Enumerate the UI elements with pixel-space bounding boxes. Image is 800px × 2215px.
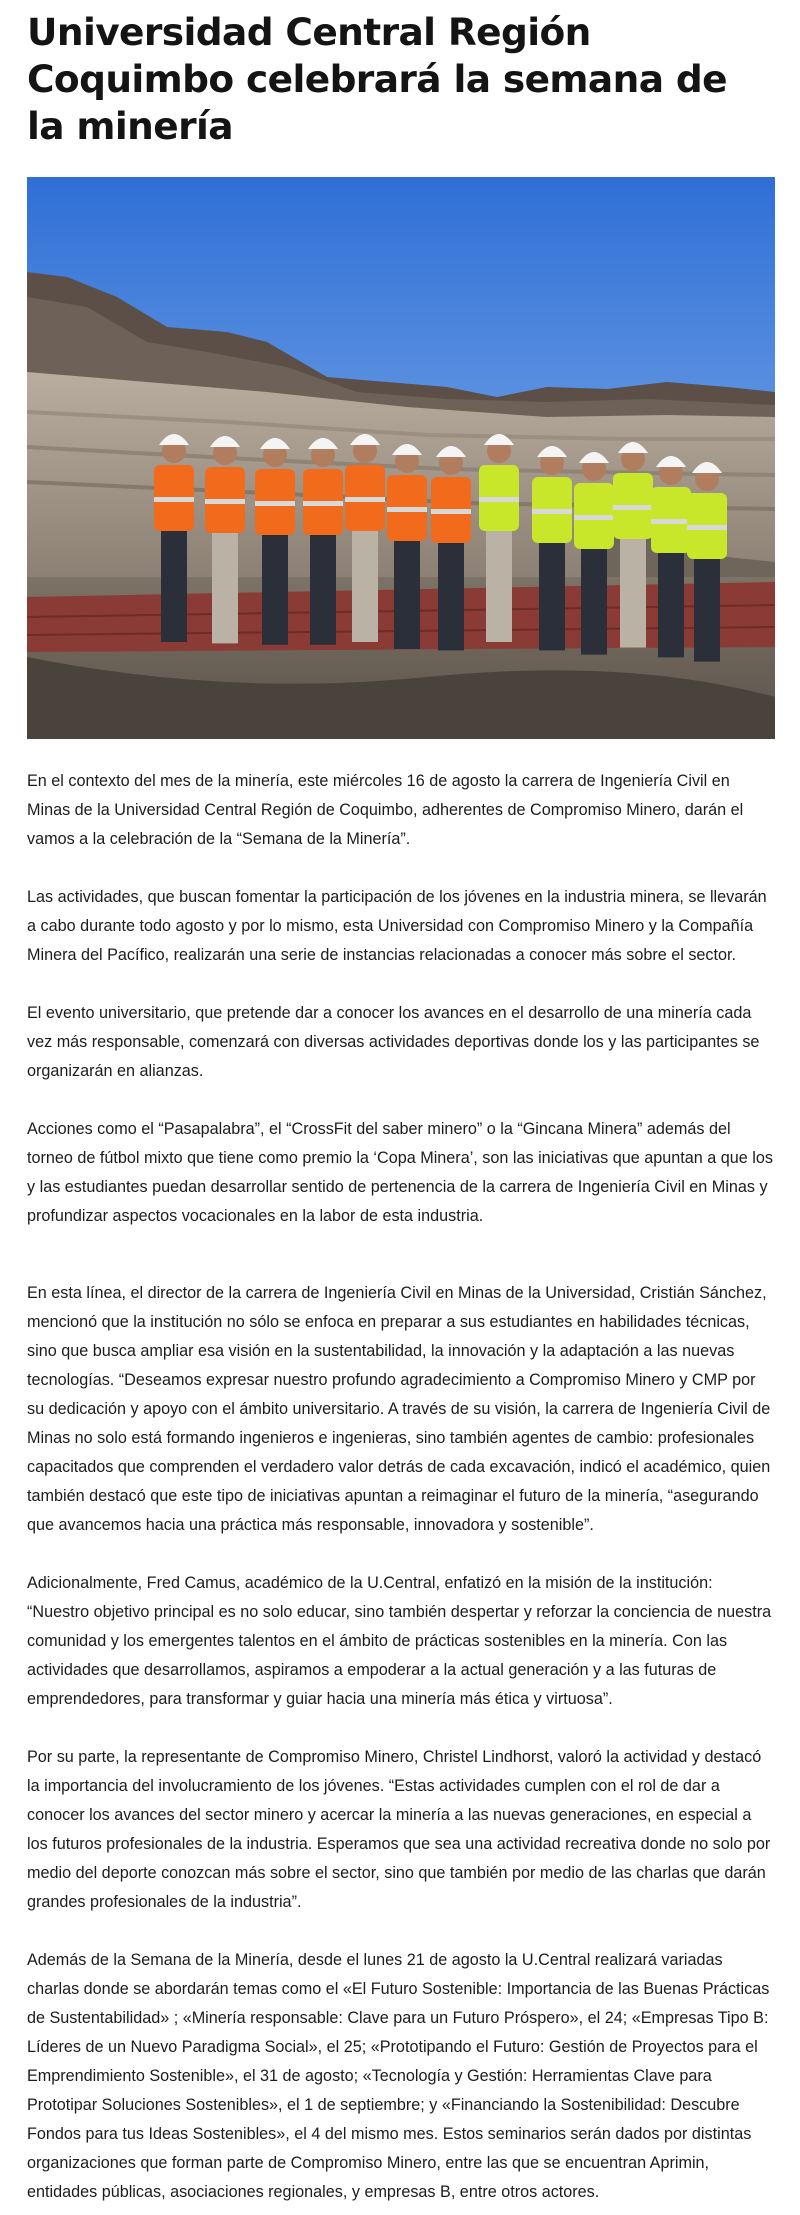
paragraph-8: Además de la Semana de la Minería, desde el lunes 21 de agosto la U.Central realizará variadas charlas donde se abordarán temas como el «El Futuro Sostenible: Importancia de las Buenas Prácticas de Sustentabilidad» ; «Minería responsable: Clave para un Futuro Próspero», el 24; «Empresas Tipo B: Líderes de un Nuevo Paradigma Social», el 25; «Prototipando el Futuro: Gestión de Proyectos para el Emprendimiento Sostenible», el 31 de agosto; «Tecnología y Gestión: Herramientas Clave para Prototipar Soluciones Sostenibles», el 1 de septiembre; y «Financiando la Sostenibilidad: Descubre Fondos para tus Ideas Sostenibles», el 4 del mismo mes. Estos seminarios serán dados por distintas organizaciones que forman parte de Compromiso Minero, entre las que se encuentran Aprimin, entidades públicas, asociaciones regionales, y empresas B, entre otros actores.: [27, 1951, 770, 2201]
paragraph-2: Las actividades, que buscan fomentar la participación de los jóvenes en la industria minera, se llevarán a cabo durante todo agosto y por lo mismo, esta Universidad con Compromiso Minero y la Compañía Minera del Pacífico, realizarán una serie de instancias relacionadas a conocer más sobre el sector.: [27, 888, 767, 964]
paragraph-3: El evento universitario, que pretende dar a conocer los avances en el desarrollo de una minería cada vez más responsable, comenzará con diversas actividades deportivas donde los y las participantes se organizarán en alianzas.: [27, 1004, 760, 1080]
article-body: [27, 767, 773, 2207]
paragraph-6: Adicionalmente, Fred Camus, académico de la U.Central, enfatizó en la misión de la institución: “Nuestro objetivo principal es no solo educar, sino también despertar y reforzar la conciencia de nuestra comunidad y los emergentes talentos en el ámbito de prácticas sostenibles en la minería. Con las actividades que desarrollamos, aspiramos a empoderar a la actual generación y a las futuras de emprendedores, para transformar y guiar hacia una minería más ética y virtuosa”.: [27, 1574, 772, 1708]
article-title: Universidad Central Región Coquimbo celebrará la semana de la minería: [27, 10, 727, 148]
paragraph-5: En esta línea, el director de la carrera de Ingeniería Civil en Minas de la Universidad, Cristián Sánchez, mencionó que la institución no sólo se enfoca en preparar a sus estudiantes en habilidades técnicas, sino que busca ampliar esa visión en la sustentabilidad, la innovación y la adaptación a las nuevas tecnologías. “Deseamos expresar nuestro profundo agradecimiento a Compromiso Minero y CMP por su dedicación y apoyo con el ámbito universitario. A través de su visión, la carrera de Ingeniería Civil de Minas no solo está formando ingenieros e ingenieras, sino también agentes de cambio: profesionales capacitados que comprenden el verdadero valor detrás de cada excavación, indicó el académico, quien también destacó que este tipo de iniciativas apuntan a reimaginar el futuro de la minería, “asegurando que avancemos hacia una práctica más responsable, innovadora y sostenible”.: [27, 1284, 771, 1534]
paragraph-1: En el contexto del mes de la minería, este miércoles 16 de agosto la carrera de Ingeniería Civil en Minas de la Universidad Central Región de Coquimbo, adherentes de Compromiso Minero, darán el vamos a la celebración de la “Semana de la Minería”.: [27, 772, 744, 848]
article-photo: [27, 177, 775, 739]
paragraph-7: Por su parte, la representante de Compromiso Minero, Christel Lindhorst, valoró la actividad y destacó la importancia del involucramiento de los jóvenes. “Estas actividades cumplen con el rol de dar a conocer los avances del sector minero y acercar la minería a las nuevas generaciones, en especial a los futuros profesionales de la industria. Esperamos que sea una actividad recreativa donde no solo por medio del deporte conozcan más sobre el sector, sino que también por medio de las charlas que darán grandes profesionales de la industria”.: [27, 1748, 771, 1911]
paragraph-4: Acciones como el “Pasapalabra”, el “CrossFit del saber minero” o la “Gincana Minera” además del torneo de fútbol mixto que tiene como premio la ‘Copa Minera’, son las iniciativas que apuntan a que los y las estudiantes puedan desarrollar sentido de pertenencia de la carrera de Ingeniería Civil en Minas y profundizar aspectos vocacionales en la labor de esta industria.: [27, 1120, 773, 1225]
article: [0, 9, 800, 2207]
